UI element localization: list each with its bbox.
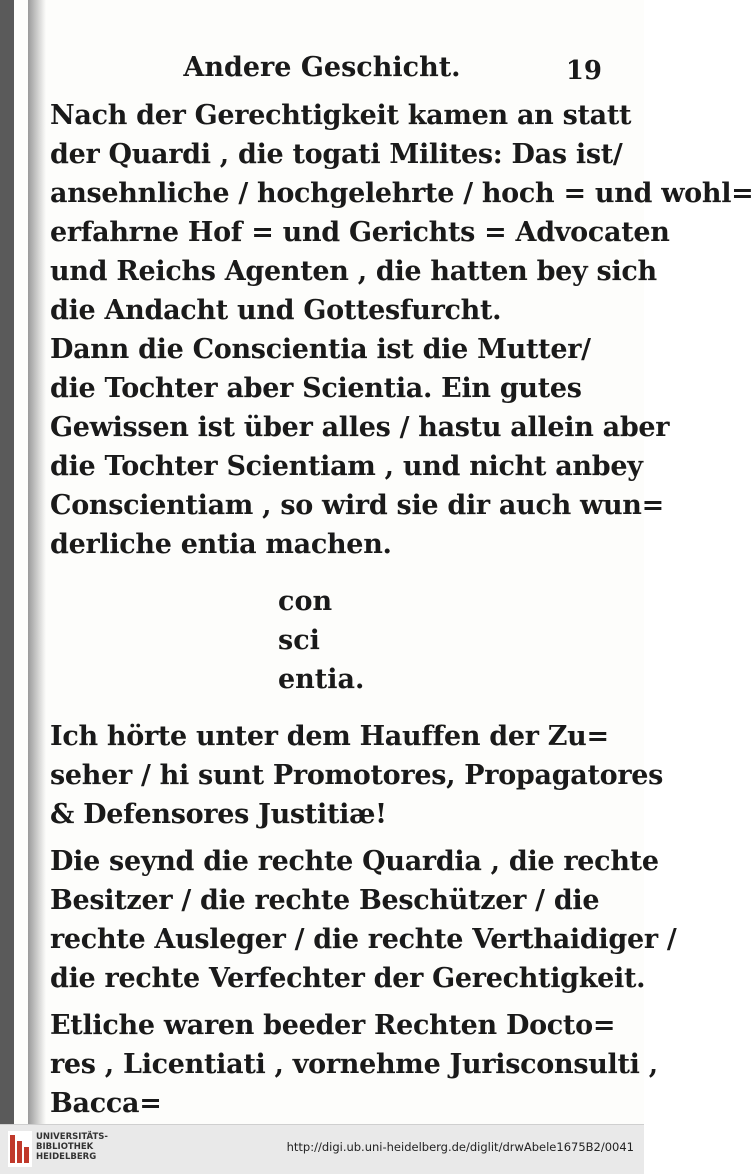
spacer — [50, 699, 598, 717]
library-name — [36, 1132, 108, 1162]
body-text — [50, 96, 754, 1123]
text-line: Etliche waren beeder Rechten Docto= — [50, 1010, 616, 1041]
paragraph — [50, 717, 664, 834]
text-line: die Tochter aber Scientia. Ein gutes — [50, 373, 582, 404]
paragraph — [50, 96, 754, 330]
word-fragment: con — [278, 586, 333, 617]
text-line: erfahrne Hof = und Gerichts = Advocaten — [50, 217, 670, 248]
text-line: die rechte Verfechter der Gerechtigkeit. — [50, 963, 646, 994]
library-name-line: BIBLIOTHEK — [36, 1142, 94, 1152]
word-fragment: sci — [278, 625, 320, 656]
catchword: Bacca= — [50, 1088, 162, 1119]
spacer — [50, 998, 598, 1006]
text-line: rechte Ausleger / die rechte Verthaidiger / — [50, 924, 677, 955]
university-library-logo-icon — [8, 1131, 32, 1167]
spacer — [50, 564, 598, 582]
text-line: Nach der Gerechtigkeit kamen an statt — [50, 100, 632, 131]
text-line: ansehnliche / hochgelehrte / hoch = und wohl= — [50, 178, 754, 209]
text-line: Dann die Conscientia ist die Mutter/ — [50, 334, 591, 365]
text-line: Ich hörte unter dem Hauffen der Zu= — [50, 721, 609, 752]
text-line: derliche entia machen. — [50, 529, 392, 560]
text-line: Gewissen ist über alles / hastu allein aber — [50, 412, 670, 443]
spacer — [50, 834, 598, 842]
paragraph — [50, 330, 670, 564]
text-line: Die seynd die rechte Quardia , die rechte — [50, 846, 659, 877]
word-column — [50, 582, 598, 699]
text-line: die Andacht und Gottesfurcht. — [50, 295, 502, 326]
text-line: Conscientiam , so wird sie dir auch wun= — [50, 490, 664, 521]
viewer-footer — [0, 1124, 644, 1174]
text-line: der Quardi , die togati Milites: Das ist/ — [50, 139, 623, 170]
text-line: res , Licentiati , vornehme Jurisconsulti , — [50, 1049, 658, 1080]
text-line: und Reichs Agenten , die hatten bey sich — [50, 256, 657, 287]
text-line: Besitzer / die rechte Beschützer / die — [50, 885, 600, 916]
library-name-line: HEIDELBERG — [36, 1152, 97, 1162]
text-line: seher / hi sunt Promotores, Propagatores — [50, 760, 664, 791]
paragraph — [50, 1006, 658, 1084]
library-name-line: UNIVERSITÄTS- — [36, 1132, 108, 1142]
text-line: & Defensores Justitiæ! — [50, 799, 387, 830]
spine-shadow — [28, 0, 46, 1124]
page-number: 19 — [565, 56, 602, 86]
permalink-url[interactable]: http://digi.ub.uni-heidelberg.de/diglit/drwAbele1675B2/0041 — [286, 1140, 634, 1154]
word-fragment: entia. — [278, 664, 365, 695]
text-line: die Tochter Scientiam , und nicht anbey — [50, 451, 643, 482]
paragraph — [50, 842, 677, 998]
running-head: Andere Geschicht. — [183, 52, 461, 83]
